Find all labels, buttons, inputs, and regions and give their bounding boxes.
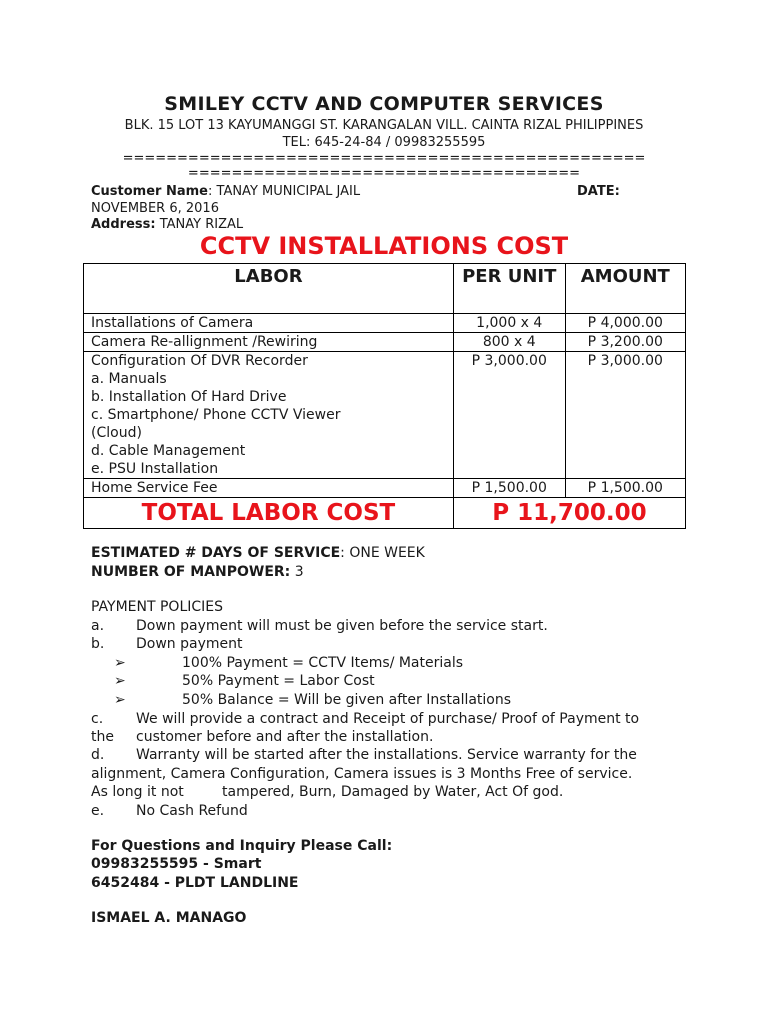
policy-d-text-cont: alignment, Camera Configuration, Camera issues is 3 Months Free of service. [91,766,633,782]
policy-c-text-cont: customer before and after the installation. [136,729,434,745]
policy-bullet-item: 50% Balance = Will be given after Installations [182,692,512,708]
policy-d-letter: d. [91,747,105,763]
bullet-arrow-icon: ➢ [114,655,126,671]
per-unit-cell: P 3,000.00 [453,352,565,479]
manpower-row [91,564,304,580]
column-header-labor: LABOR [84,264,454,314]
total-value: P 11,700.00 [453,498,685,529]
company-address: BLK. 15 LOT 13 KAYUMANGGI ST. KARANGALAN VILL. CAINTA RIZAL PHILIPPINES [124,118,644,133]
policy-e-letter: e. [91,803,105,819]
labor-subitem: e. PSU Installation [91,461,219,477]
labor-subitem: a. Manuals [91,371,167,387]
labor-cell [84,352,454,479]
separator-line: ================================================ [122,151,646,166]
policy-bullet-item: 100% Payment = CCTV Items/ Materials [182,655,464,671]
labor-cell: Home Service Fee [84,479,454,498]
customer-address-row [91,217,243,232]
labor-subitem: d. Cable Management [91,443,246,459]
total-row [84,498,686,529]
days-of-service-row [91,545,425,561]
payment-policies-title: PAYMENT POLICIES [91,599,224,615]
customer-name-label: Customer Name [91,184,208,199]
table-row [84,352,686,479]
per-unit-cell: 800 x 4 [453,333,565,352]
customer-name-row [91,184,360,199]
manpower-label: NUMBER OF MANPOWER: [91,564,291,580]
contact-heading: For Questions and Inquiry Please Call: [91,838,393,854]
days-of-service-value: : ONE WEEK [340,545,425,561]
policy-b-text: Down payment [136,636,243,652]
customer-address-label: Address: [91,217,156,232]
policy-d-text-start: As long it not [91,784,184,800]
contact-smart-number: 09983255595 - Smart [91,856,262,872]
labor-item: Configuration Of DVR Recorder [91,353,308,369]
table-row [84,314,686,333]
document-title: CCTV INSTALLATIONS COST [199,232,569,260]
table-row [84,479,686,498]
total-label: TOTAL LABOR COST [84,498,454,529]
column-header-per-unit: PER UNIT [453,264,565,314]
policy-c-letter: c. [91,711,104,727]
bullet-arrow-icon: ➢ [114,692,126,708]
per-unit-cell: P 1,500.00 [453,479,565,498]
amount-cell: P 3,200.00 [565,333,685,352]
column-header-amount: AMOUNT [565,264,685,314]
date-value: NOVEMBER 6, 2016 [91,201,219,216]
company-name: SMILEY CCTV AND COMPUTER SERVICES [164,93,604,115]
manpower-value: 3 [294,564,304,580]
contact-landline-number: 6452484 - PLDT LANDLINE [91,875,299,891]
policy-bullet-item: 50% Payment = Labor Cost [182,673,375,689]
policy-c-text-start: the [91,729,114,745]
labor-cell: Installations of Camera [84,314,454,333]
policy-a-letter: a. [91,618,105,634]
customer-address-value: TANAY RIZAL [159,217,244,232]
policy-b-letter: b. [91,636,105,652]
labor-subitem: c. Smartphone/ Phone CCTV Viewer (Cloud) [91,407,341,441]
table-row [84,333,686,352]
company-telephone: TEL: 645-24-84 / 09983255595 [282,135,486,150]
policy-d-text: Warranty will be started after the installations. Service warranty for the [136,747,637,763]
date-label: DATE: [577,184,620,199]
amount-cell: P 1,500.00 [565,479,685,498]
labor-subitem: b. Installation Of Hard Drive [91,389,287,405]
policy-a-text: Down payment will must be given before the service start. [136,618,548,634]
amount-cell: P 3,000.00 [565,352,685,479]
customer-name-value: : TANAY MUNICIPAL JAIL [208,184,361,199]
table-header-row [84,264,686,314]
labor-cell: Camera Re-allignment /Rewiring [84,333,454,352]
labor-cost-table [83,263,686,529]
policy-e-text: No Cash Refund [136,803,248,819]
amount-cell: P 4,000.00 [565,314,685,333]
separator-line: ==================================== [187,166,581,181]
bullet-arrow-icon: ➢ [114,673,126,689]
signatory-name: ISMAEL A. MANAGO [91,910,247,926]
policy-c-text: We will provide a contract and Receipt of purchase/ Proof of Payment to [136,711,640,727]
policy-d-text-end: tampered, Burn, Damaged by Water, Act Of god. [222,784,564,800]
days-of-service-label: ESTIMATED # DAYS OF SERVICE [91,545,341,561]
per-unit-cell: 1,000 x 4 [453,314,565,333]
